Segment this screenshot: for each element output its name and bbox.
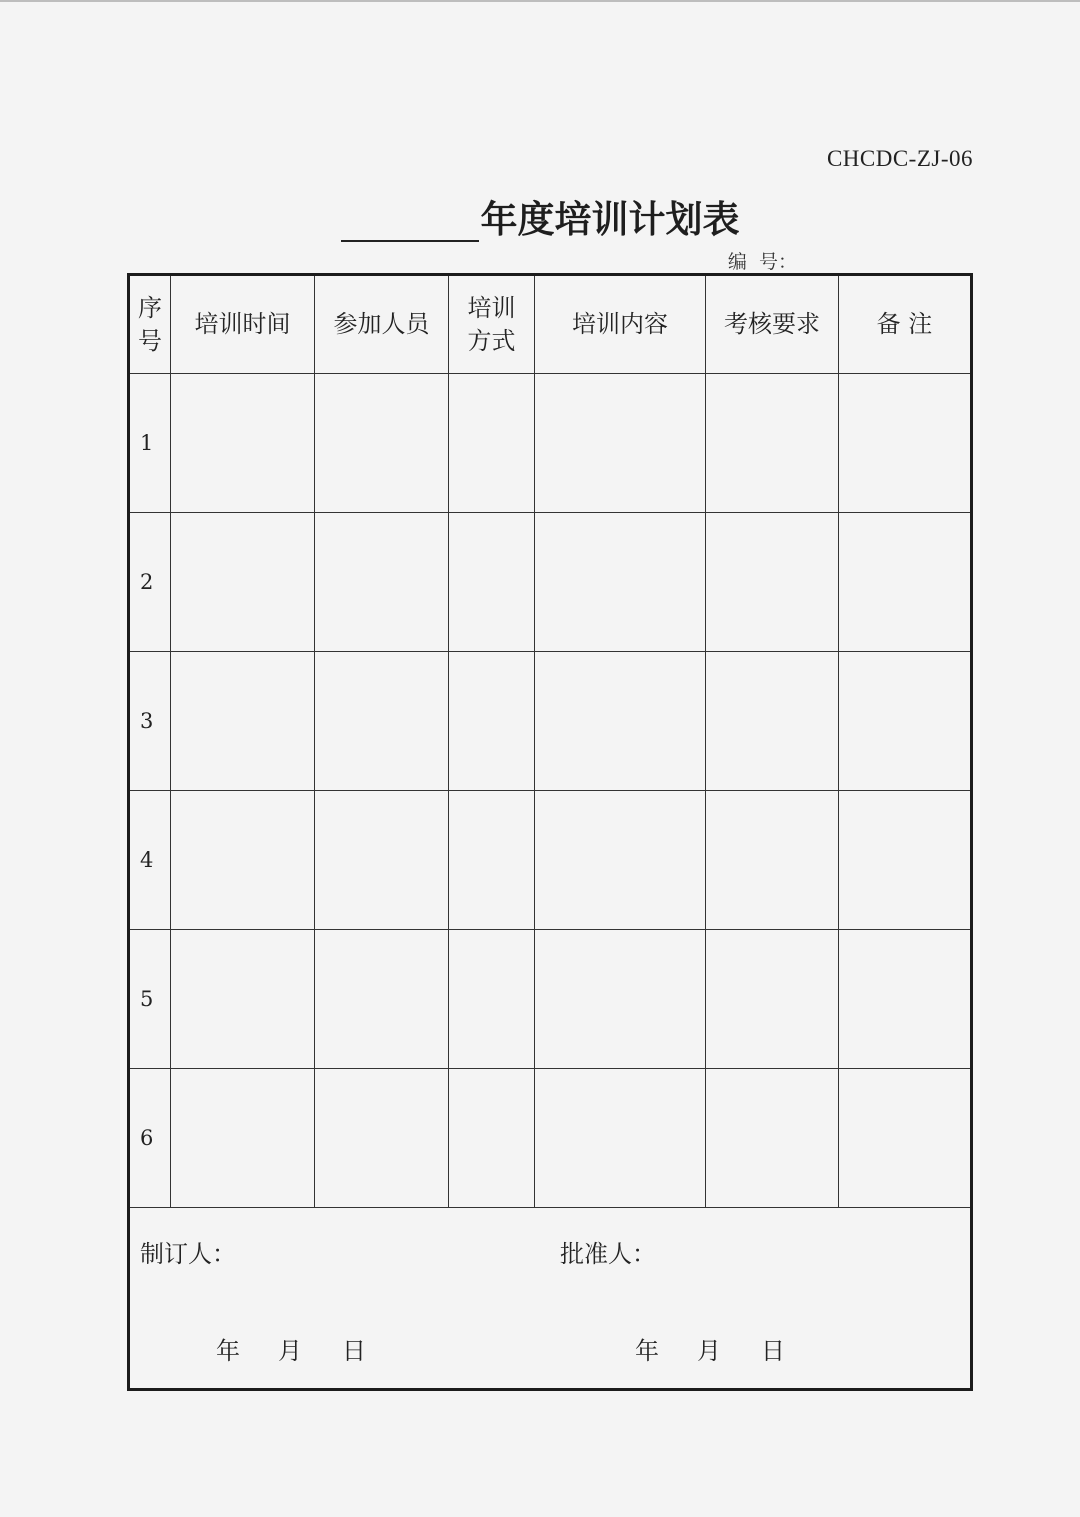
table-row	[129, 791, 972, 930]
cell-participants[interactable]	[315, 652, 449, 791]
author-label: 制订人：	[140, 1240, 236, 1268]
row-number: 4	[129, 791, 171, 930]
cell-training-method[interactable]	[449, 930, 535, 1069]
row-number: 5	[129, 930, 171, 1069]
signature-cell	[129, 1208, 972, 1390]
header-remarks: 备 注	[839, 275, 972, 374]
cell-training-content[interactable]	[535, 930, 706, 1069]
table-row	[129, 930, 972, 1069]
cell-training-time[interactable]	[171, 374, 315, 513]
cell-training-content[interactable]	[535, 374, 706, 513]
title-row	[0, 192, 1080, 242]
table-row	[129, 652, 972, 791]
approver-label: 批准人：	[560, 1240, 656, 1268]
header-method-line1: 培训	[467, 293, 516, 322]
cell-training-method[interactable]	[449, 652, 535, 791]
header-training-method	[449, 275, 535, 374]
cell-remarks[interactable]	[839, 791, 972, 930]
top-border-line	[0, 0, 1080, 2]
author-date-month: 月	[278, 1337, 302, 1365]
cell-training-content[interactable]	[535, 652, 706, 791]
row-number: 3	[129, 652, 171, 791]
header-training-content: 培训内容	[535, 275, 706, 374]
cell-participants[interactable]	[315, 513, 449, 652]
approver-date-month: 月	[697, 1337, 721, 1365]
cell-training-time[interactable]	[171, 791, 315, 930]
cell-assessment[interactable]	[706, 652, 839, 791]
header-seq-line1: 序	[138, 293, 162, 322]
year-blank-line[interactable]	[341, 200, 479, 242]
header-seq-line2: 号	[138, 326, 162, 355]
cell-training-method[interactable]	[449, 374, 535, 513]
cell-assessment[interactable]	[706, 374, 839, 513]
number-label: 编 号：	[727, 251, 797, 273]
author-date	[216, 1331, 366, 1366]
cell-assessment[interactable]	[706, 930, 839, 1069]
cell-training-time[interactable]	[171, 513, 315, 652]
cell-training-time[interactable]	[171, 1069, 315, 1208]
table-row	[129, 374, 972, 513]
cell-training-method[interactable]	[449, 1069, 535, 1208]
cell-training-content[interactable]	[535, 791, 706, 930]
number-field[interactable]	[799, 251, 951, 274]
signature-row	[129, 1208, 972, 1390]
approver-date-year: 年	[635, 1337, 659, 1365]
header-row	[129, 275, 972, 374]
table-row	[129, 1069, 972, 1208]
cell-training-content[interactable]	[535, 1069, 706, 1208]
table-row	[129, 513, 972, 652]
cell-assessment[interactable]	[706, 1069, 839, 1208]
cell-training-time[interactable]	[171, 930, 315, 1069]
cell-remarks[interactable]	[839, 1069, 972, 1208]
header-seq	[129, 275, 171, 374]
cell-participants[interactable]	[315, 1069, 449, 1208]
row-number: 6	[129, 1069, 171, 1208]
header-training-time: 培训时间	[171, 275, 315, 374]
header-participants: 参加人员	[315, 275, 449, 374]
cell-training-method[interactable]	[449, 791, 535, 930]
cell-remarks[interactable]	[839, 652, 972, 791]
cell-training-content[interactable]	[535, 513, 706, 652]
cell-remarks[interactable]	[839, 930, 972, 1069]
cell-participants[interactable]	[315, 791, 449, 930]
row-number: 1	[129, 374, 171, 513]
header-assessment: 考核要求	[706, 275, 839, 374]
cell-training-time[interactable]	[171, 652, 315, 791]
approver-date	[635, 1331, 785, 1366]
cell-remarks[interactable]	[839, 513, 972, 652]
header-method-line2: 方式	[467, 326, 516, 355]
approver-date-day: 日	[761, 1337, 785, 1365]
cell-remarks[interactable]	[839, 374, 972, 513]
page-title: 年度培训计划表	[480, 197, 740, 241]
author-date-day: 日	[342, 1337, 366, 1365]
author-date-year: 年	[216, 1337, 240, 1365]
cell-participants[interactable]	[315, 374, 449, 513]
cell-assessment[interactable]	[706, 513, 839, 652]
cell-training-method[interactable]	[449, 513, 535, 652]
cell-assessment[interactable]	[706, 791, 839, 930]
cell-participants[interactable]	[315, 930, 449, 1069]
document-code: CHCDC-ZJ-06	[826, 146, 973, 171]
number-row	[728, 246, 951, 274]
row-number: 2	[129, 513, 171, 652]
training-plan-table	[127, 273, 973, 1391]
